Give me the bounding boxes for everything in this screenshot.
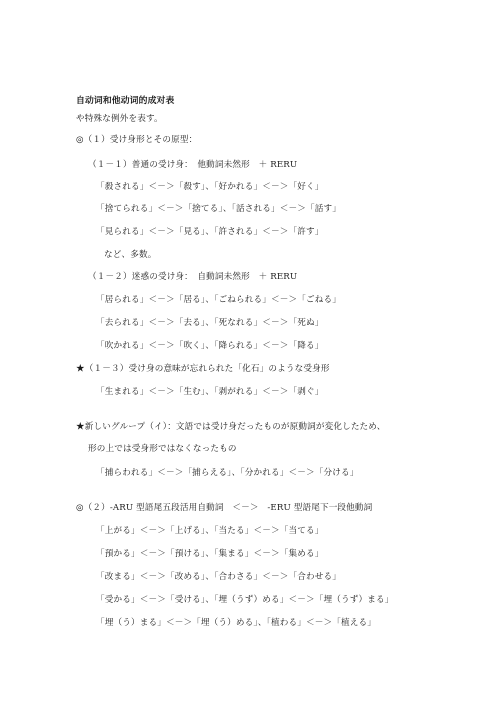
sub1-etc: など、多数。 xyxy=(104,250,157,260)
sub3-row: 「生まれる」＜－＞「生む」、「剥がれる」＜－＞「剥ぐ」 xyxy=(96,387,324,397)
sub2-row: 「吹かれる」＜－＞「吹く」、「降られる」＜－＞「降る」 xyxy=(96,341,324,351)
section2-heading: ◎（２）-ARU 型語尾五段活用自動詞 ＜－＞ -ERU 型語尾下一段他動詞 xyxy=(76,503,373,513)
sub3-heading: ★（１－３）受け身の意味が忘れられた「化石」のような受身形 xyxy=(76,364,330,374)
sub2-row: 「居られる」＜－＞「居る」、「ごねられる」＜－＞「ごねる」 xyxy=(96,295,341,305)
new-group-heading: ★新しいグループ（イ）：文語では受け身だったものが原動詞が変化したため、 xyxy=(76,422,386,432)
sub1-heading: （１－１）普通の受け身： 他動詞未然形 ＋ RERU xyxy=(88,160,298,170)
sub1-row: 「見られる」＜－＞「見る」、「許される」＜－＞「許す」 xyxy=(96,227,324,237)
sub2-row: 「去られる」＜－＞「去る」、「死なれる」＜－＞「死ぬ」 xyxy=(96,318,324,328)
sub1-row: 「捨てられる」＜－＞「捨てる」、「話される」＜－＞「話す」 xyxy=(96,204,341,214)
section2-row: 「受かる」＜－＞「受ける」、「埋（うず）める」＜－＞「埋（うず）まる」 xyxy=(96,595,394,605)
document-title: 自动词和他动词的成对表 xyxy=(76,96,175,106)
section2-row: 「預かる」＜－＞「預ける」、「集まる」＜－＞「集める」 xyxy=(96,549,324,559)
new-group-row: 「捕らわれる」＜－＞「捕らえる」、「分かれる」＜－＞「分ける」 xyxy=(96,468,359,478)
section1-heading: ◎（１）受け身形とその原型： xyxy=(76,135,198,145)
section2-row: 「上がる」＜－＞「上げる」、「当たる」＜－＞「当てる」 xyxy=(96,526,324,536)
section2-row: 「埋（う）まる」＜－＞「埋（う）める」、「植わる」＜－＞「植える」 xyxy=(96,618,376,628)
document-note: や特殊な例外を表す。 xyxy=(76,114,163,124)
sub2-heading: （１－２）迷惑の受け身： 自動詞未然形 ＋ RERU xyxy=(88,272,298,282)
section2-row: 「改まる」＜－＞「改める」、「合わさる」＜－＞「合わせる」 xyxy=(96,572,341,582)
sub1-row: 「殺される」＜－＞「殺す」、「好かれる」＜－＞「好く」 xyxy=(96,182,324,192)
new-group-heading-cont: 形の上では受身形ではなくなったもの xyxy=(88,444,237,454)
